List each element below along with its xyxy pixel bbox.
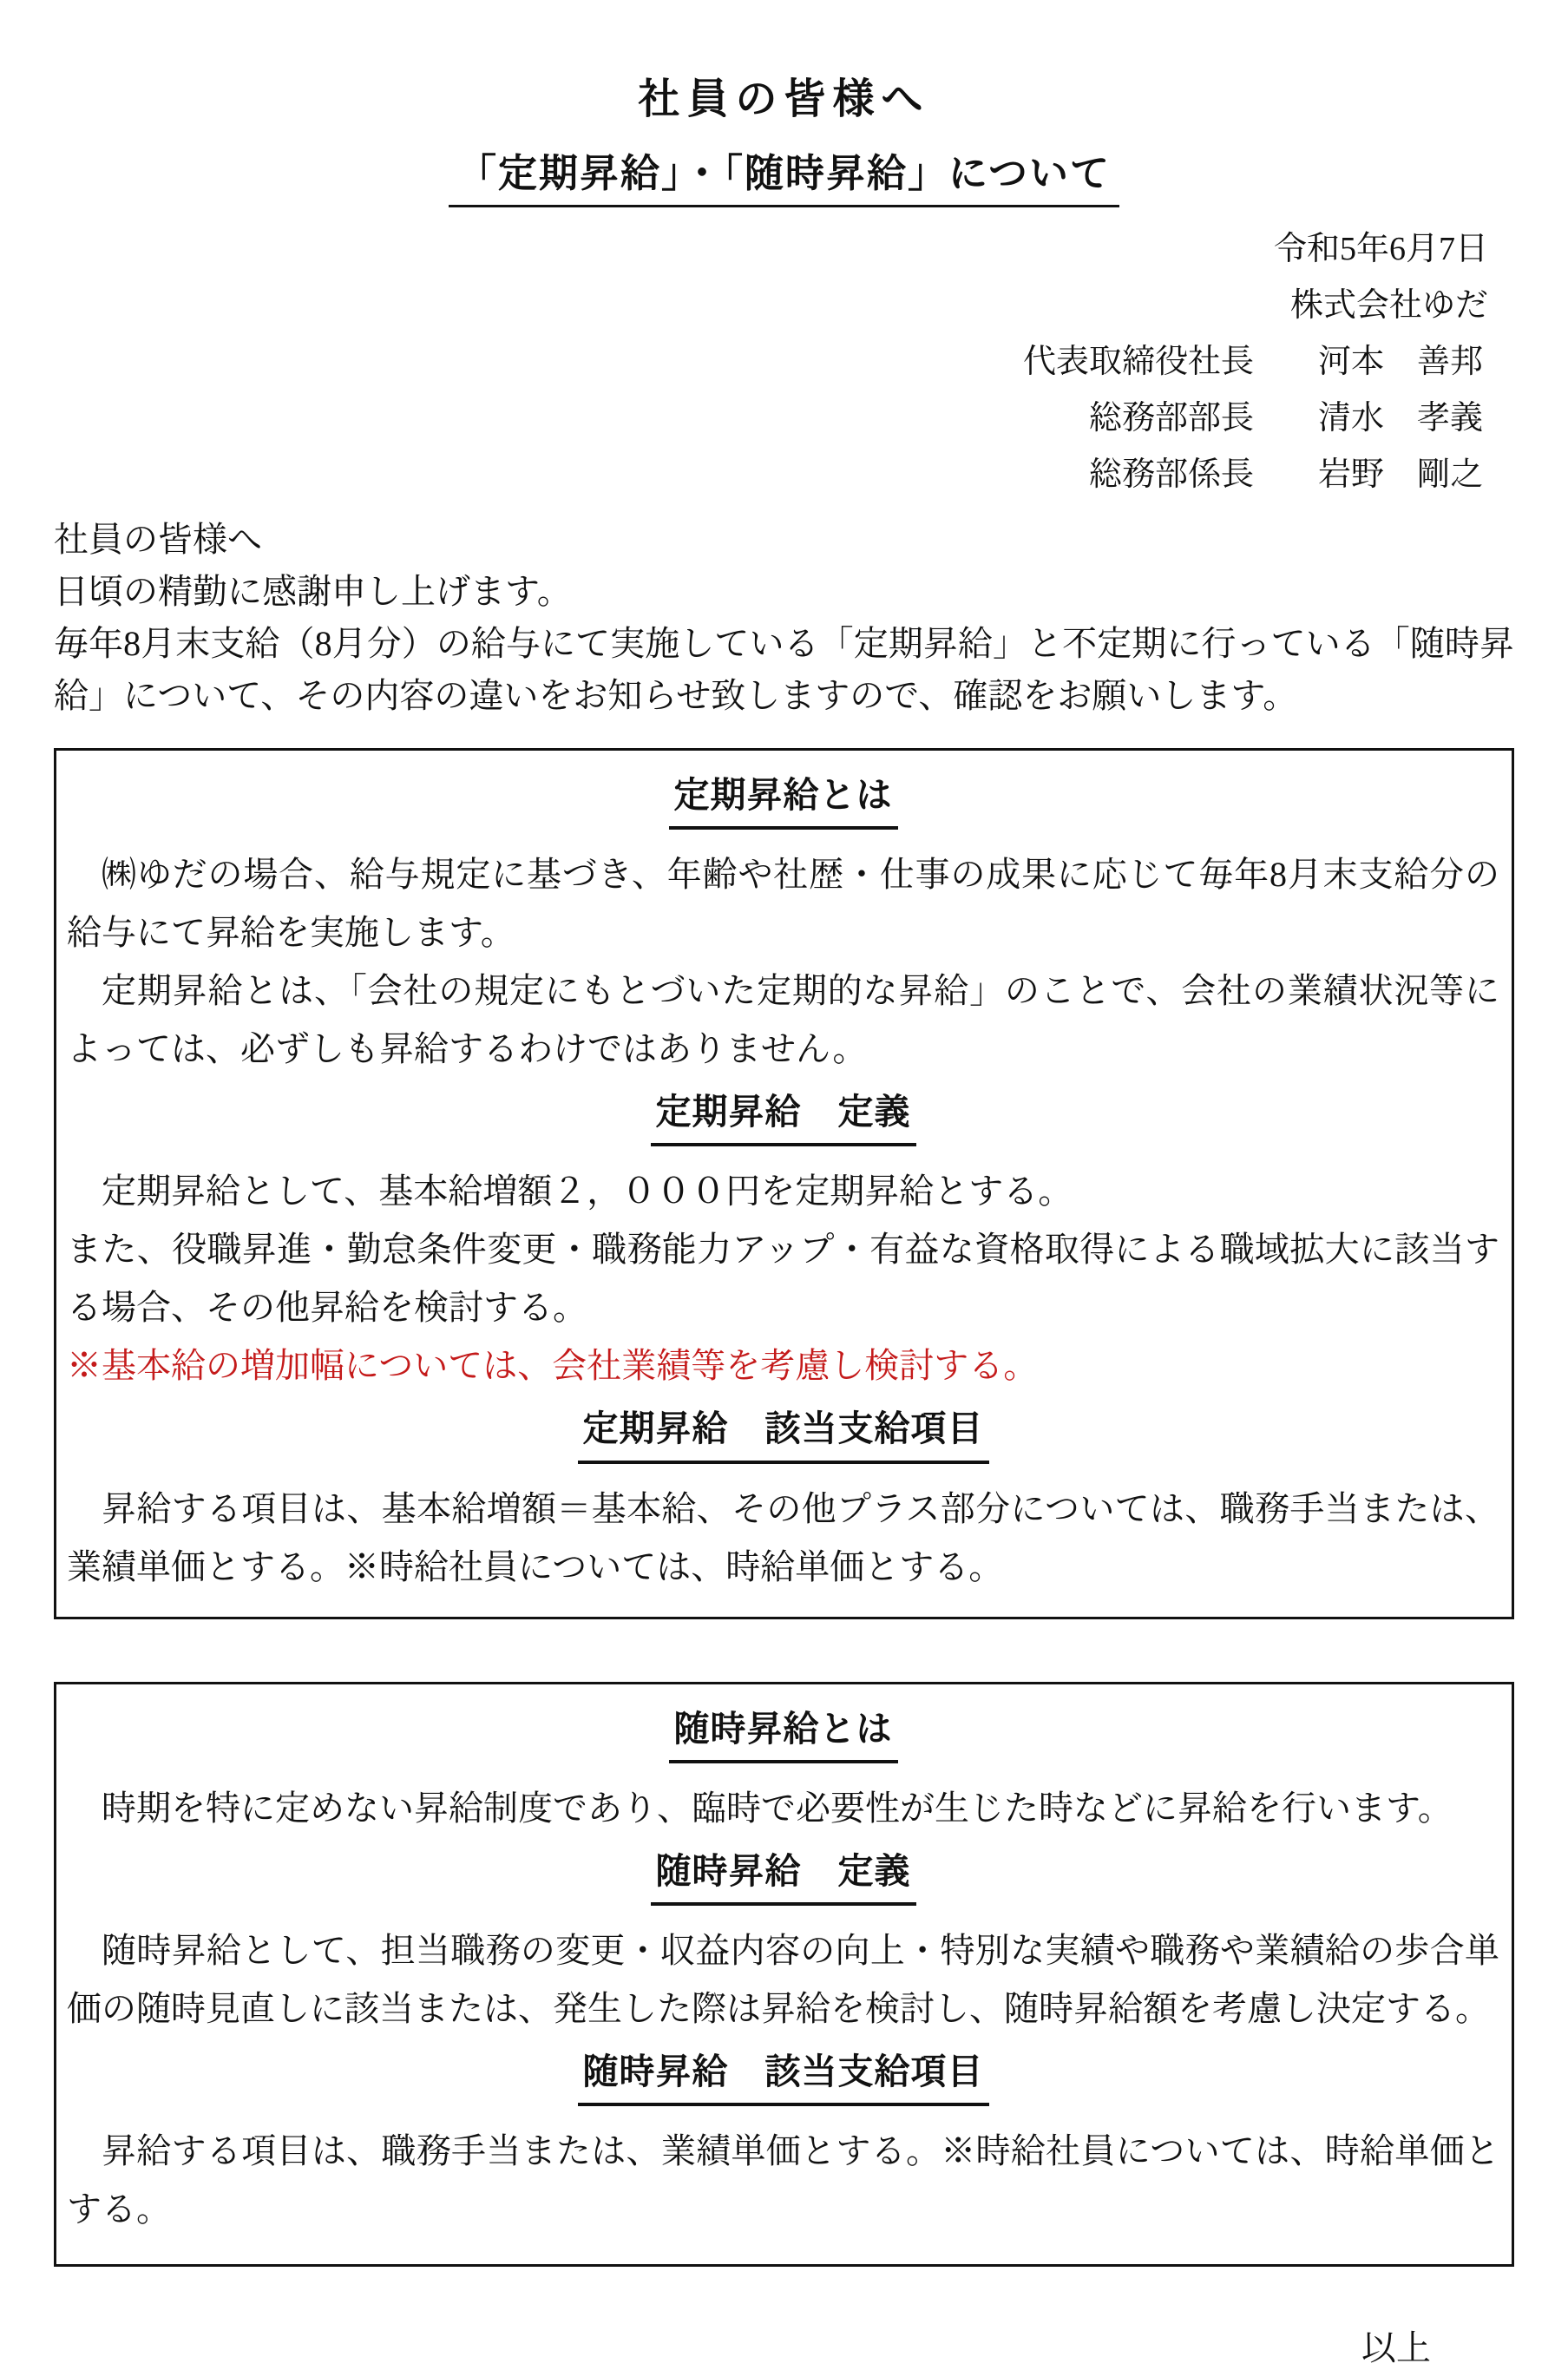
- signer-name: 岩野 剛之: [1318, 456, 1484, 493]
- signer-title: 代表取締役社長: [1022, 343, 1254, 380]
- intro-block: [54, 514, 1514, 722]
- signer-title: 総務部係長: [1088, 456, 1254, 493]
- red-note: ※基本給の増加幅については、会社業績等を考慮し検討する。: [67, 1346, 1039, 1386]
- paragraph-occasional-definition: 随時昇給として、担当職務の変更・収益内容の向上・特別な実績や職務や業績給の歩合単価の随時見直しに該当または、発生した際は昇給を検討し、随時昇給額を考慮し決定する。: [67, 1931, 1499, 2029]
- signer-row: [54, 334, 1488, 391]
- signer-row: [54, 447, 1488, 503]
- heading-occasional-items: 随時昇給 該当支給項目: [67, 2050, 1499, 2106]
- signer-row: [54, 391, 1488, 447]
- signer-name: 河本 善邦: [1318, 343, 1484, 380]
- paragraph-regular-items: 昇給する項目は、基本給増額＝基本給、その他プラス部分については、職務手当または、業績単価とする。※時給社員については、時給単価とする。: [67, 1488, 1499, 1586]
- heading-occasional-about: 随時昇給とは: [67, 1707, 1499, 1763]
- meta-block: [54, 221, 1514, 503]
- intro-thanks: 日頃の精勤に感謝申し上げます。: [54, 571, 572, 611]
- paragraph-regular-about-1: ㈱ゆだの場合、給与規定に基づき、年齢や社歴・仕事の成果に応じて毎年8月末支給分の給与にて昇給を実施します。: [67, 855, 1499, 953]
- intro-greeting: 社員の皆様へ: [54, 519, 262, 559]
- page-subtitle: [54, 149, 1514, 207]
- heading-regular-about: 定期昇給とは: [67, 773, 1499, 830]
- heading-occasional-definition: 随時昇給 定義: [67, 1849, 1499, 1906]
- closing-text: 以上: [1361, 2328, 1431, 2368]
- box-regular-raise: [54, 748, 1514, 1619]
- paragraph-occasional-items: 昇給する項目は、職務手当または、業績単価とする。※時給社員については、時給単価とする。: [67, 2131, 1499, 2229]
- page-subtitle-text: 「定期昇給」・「随時昇給」について: [449, 149, 1119, 207]
- document-date: 令和5年6月7日: [1273, 230, 1488, 267]
- paragraph-regular-about-2: 定期昇給とは、「会社の規定にもとづいた定期的な昇給」のことで、会社の業績状況等によっては、必ずしも昇給するわけではありません。: [67, 971, 1499, 1069]
- signer-title: 総務部部長: [1088, 399, 1254, 437]
- heading-regular-items: 定期昇給 該当支給項目: [67, 1407, 1499, 1463]
- intro-body: 毎年8月末支給（8月分）の給与にて実施している「定期昇給」と不定期に行っている「随時昇給」について、その内容の違いをお知らせ致しますので、確認をお願いします。: [54, 623, 1514, 715]
- page-title: 社員の皆様へ: [638, 76, 930, 122]
- paragraph-regular-definition-2: また、役職昇進・勤怠条件変更・職務能力アップ・有益な資格取得による職域拡大に該当する場合、その他昇給を検討する。: [67, 1230, 1499, 1328]
- heading-regular-definition: 定期昇給 定義: [67, 1090, 1499, 1146]
- box-occasional-raise: [54, 1682, 1514, 2268]
- signer-name: 清水 孝義: [1318, 399, 1484, 437]
- paragraph-regular-definition-1: 定期昇給として、基本給増額２，０００円を定期昇給とする。: [102, 1172, 1073, 1211]
- company-name: 株式会社ゆだ: [1289, 286, 1488, 324]
- paragraph-occasional-about: 時期を特に定めない昇給制度であり、臨時で必要性が生じた時などに昇給を行います。: [102, 1788, 1453, 1828]
